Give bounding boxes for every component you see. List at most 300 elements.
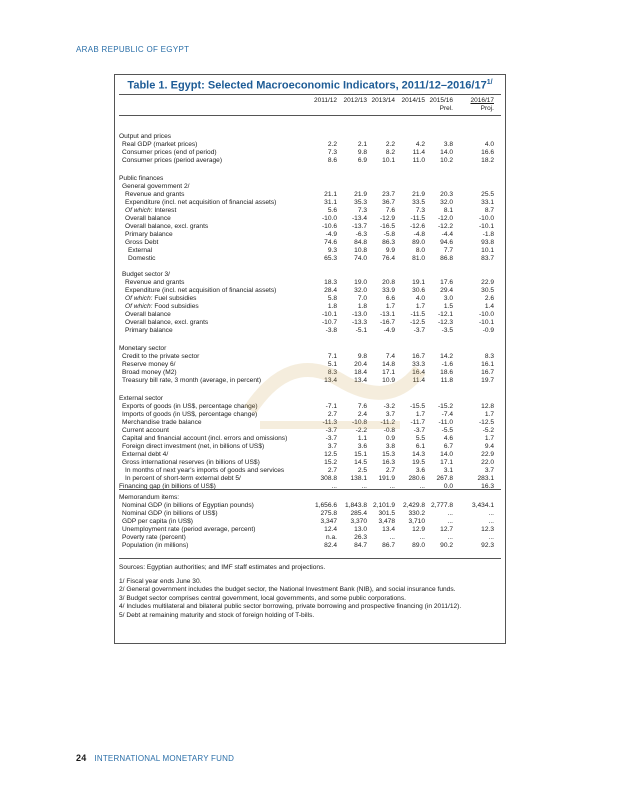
cell-value: ... — [331, 483, 337, 490]
cell-value: 3.8 — [443, 141, 453, 148]
table-row — [115, 475, 505, 483]
row-label-text: Current account — [122, 427, 169, 434]
row-label-text: Budget sector 3/ — [122, 271, 171, 278]
table-row — [115, 287, 505, 295]
cell-value: -7.1 — [325, 403, 337, 410]
cell-value: 16.1 — [481, 361, 494, 368]
cell-value: 21.1 — [324, 191, 337, 198]
cell-value: 3,710 — [408, 518, 425, 525]
cell-value: ... — [447, 518, 453, 525]
source-note: Sources: Egyptian authorities; and IMF staff estimates and projections. — [119, 564, 326, 571]
row-label-text: Revenue and grants — [125, 191, 185, 198]
cell-value: -10.1 — [321, 311, 337, 318]
cell-value: 6.1 — [415, 443, 425, 450]
cell-value: 17.6 — [440, 279, 453, 286]
cell-value: 89.0 — [412, 542, 425, 549]
cell-value: ... — [419, 534, 425, 541]
row-label-text: Overall balance — [125, 215, 171, 222]
cell-value: 28.4 — [324, 287, 337, 294]
table-title-text: Table 1. Egypt: Selected Macroeconomic Indicators, 2011/12–2016/17 — [127, 79, 487, 92]
cell-value: 7.3 — [357, 207, 367, 214]
cell-value: -10.7 — [321, 319, 337, 326]
row-label — [125, 199, 276, 207]
row-label — [122, 534, 186, 542]
cell-value: 11.4 — [412, 149, 425, 156]
column-subheader: Proj. — [480, 105, 494, 112]
cell-value: -5.1 — [355, 327, 367, 334]
cell-value: 84.7 — [354, 542, 367, 549]
row-label — [122, 419, 202, 427]
table-row — [115, 327, 505, 335]
row-label — [122, 149, 217, 157]
cell-value: 8.3 — [484, 353, 494, 360]
row-label-text: Nominal GDP (in billions of US$) — [122, 510, 218, 517]
cell-value: 283.1 — [477, 475, 494, 482]
cell-value: -3.7 — [413, 427, 425, 434]
cell-value: 22.0 — [481, 459, 494, 466]
row-label-qualifier: Of which: — [125, 295, 153, 302]
row-label-text: Real GDP (market prices) — [122, 141, 198, 148]
row-label — [125, 191, 184, 199]
cell-value: -12.6 — [409, 223, 425, 230]
cell-value: 4.6 — [443, 435, 453, 442]
row-label-text: External debt 4/ — [122, 451, 169, 458]
cell-value: -5.2 — [482, 427, 494, 434]
cell-value: -1.6 — [441, 361, 453, 368]
table-row — [115, 502, 505, 510]
cell-value: 18.3 — [324, 279, 337, 286]
cell-value: 29.4 — [440, 287, 453, 294]
row-label-text: Treasury bill rate, 3 month (average, in percent) — [122, 377, 262, 384]
cell-value: 6.6 — [385, 295, 395, 302]
cell-value: -4.9 — [325, 231, 337, 238]
row-label-text: Expenditure (incl. net acquisition of financial assets) — [125, 199, 277, 206]
title-rule — [119, 94, 501, 95]
cell-value: 20.4 — [354, 361, 367, 368]
row-label — [125, 311, 171, 319]
column-header: 2013/14 — [371, 97, 395, 104]
table-row — [115, 459, 505, 467]
cell-value: 12.4 — [324, 526, 337, 533]
row-label — [122, 526, 255, 534]
row-label-text: Interest — [152, 207, 177, 214]
row-label-text: Primary balance — [125, 327, 173, 334]
cell-value: 30.6 — [412, 287, 425, 294]
row-label — [125, 467, 284, 475]
row-label-text: Exports of goods (in US$, percentage change) — [122, 403, 258, 410]
row-label-text: Capital and financial account (incl. errors and omissions) — [122, 435, 288, 442]
cell-value: 12.7 — [440, 526, 453, 533]
cell-value: 4.2 — [415, 141, 425, 148]
cell-value: 1.7 — [484, 435, 494, 442]
cell-value: 14.3 — [412, 451, 425, 458]
row-label-text: Expenditure (incl. net acquisition of financial assets) — [125, 287, 277, 294]
row-label — [122, 353, 199, 361]
cell-value: 3.1 — [443, 467, 453, 474]
row-label — [122, 141, 197, 149]
macro-indicators-table — [114, 74, 506, 644]
row-label — [122, 502, 254, 510]
column-subheader: Prel. — [439, 105, 453, 112]
table-row — [115, 207, 505, 215]
column-header: 2012/13 — [343, 97, 367, 104]
footnote: 4/ Includes multilateral and bilateral public sector borrowing, private borrowing and prospective financing (in 2011/12). — [119, 603, 462, 611]
row-label — [128, 247, 152, 255]
cell-value: 3.7 — [385, 411, 395, 418]
row-label-text: Domestic — [128, 255, 156, 262]
cell-value: 2.7 — [385, 467, 395, 474]
section-heading — [115, 345, 505, 353]
cell-value: 9.8 — [357, 149, 367, 156]
cell-value: 35.3 — [354, 199, 367, 206]
cell-value: 33.3 — [412, 361, 425, 368]
section-heading-label: Output and prices — [119, 133, 172, 140]
cell-value: 17.1 — [382, 369, 395, 376]
cell-value: 11.4 — [412, 377, 425, 384]
footnote: 1/ Fiscal year ends June 30. — [119, 578, 202, 585]
cell-value: 93.8 — [481, 239, 494, 246]
row-label — [125, 207, 176, 215]
row-label-text: Merchandise trade balance — [122, 419, 202, 426]
cell-value: -3.2 — [383, 403, 395, 410]
cell-value: 1.7 — [415, 303, 425, 310]
cell-value: -10.0 — [478, 215, 494, 222]
row-label — [122, 411, 257, 419]
row-label — [125, 223, 208, 231]
cell-value: 19.7 — [481, 377, 494, 384]
cell-value: -12.0 — [437, 215, 453, 222]
row-label-text: Gross international reserves (in billions of US$) — [122, 459, 260, 466]
row-label-text: Fuel subsidies — [152, 295, 197, 302]
row-label — [122, 427, 169, 435]
section-heading-label: Monetary sector — [119, 345, 167, 352]
cell-value: 1.4 — [484, 303, 494, 310]
row-label-qualifier: Of which: — [125, 207, 153, 214]
section-heading — [115, 395, 505, 403]
row-label-text: In months of next year's imports of goods and services — [125, 467, 285, 474]
row-label-text: General government 2/ — [122, 183, 190, 190]
cell-value: 13.4 — [324, 377, 337, 384]
cell-value: ... — [488, 518, 494, 525]
table-row — [115, 411, 505, 419]
cell-value: 3.7 — [327, 443, 337, 450]
row-label — [122, 510, 218, 518]
cell-value: 20.8 — [382, 279, 395, 286]
section-heading-label: External sector — [119, 395, 163, 402]
cell-value: 2.6 — [484, 295, 494, 302]
cell-value: 12.8 — [481, 403, 494, 410]
cell-value: 3,478 — [378, 518, 395, 525]
row-label-text: Nominal GDP (in billions of Egyptian pounds) — [122, 502, 254, 509]
table-row — [115, 518, 505, 526]
cell-value: -11.7 — [410, 419, 425, 426]
table-title-note: 1/ — [486, 79, 493, 86]
cell-value: n.a. — [326, 534, 337, 541]
cell-value: -10.0 — [478, 311, 494, 318]
cell-value: 15.2 — [324, 459, 337, 466]
cell-value: 9.8 — [357, 353, 367, 360]
cell-value: ... — [447, 510, 453, 517]
row-label-text: Imports of goods (in US$, percentage change) — [122, 411, 258, 418]
row-label — [128, 255, 155, 263]
cell-value: 285.4 — [350, 510, 367, 517]
column-header: 2015/16 — [429, 97, 453, 104]
table-row — [115, 542, 505, 550]
cell-value: 1,656.6 — [315, 502, 337, 509]
cell-value: ... — [488, 510, 494, 517]
cell-value: 14.8 — [382, 361, 395, 368]
table-row — [115, 279, 505, 287]
column-header: 2016/17 — [470, 97, 494, 104]
cell-value: -3.7 — [413, 327, 425, 334]
table-row — [115, 353, 505, 361]
cell-value: 10.8 — [354, 247, 367, 254]
cell-value: 76.4 — [382, 255, 395, 262]
row-label-text: Gross Debt — [125, 239, 159, 246]
cell-value: 0.0 — [443, 483, 453, 490]
cell-value: 16.4 — [412, 369, 425, 376]
cell-value: -0.8 — [383, 427, 395, 434]
cell-value: -10.8 — [351, 419, 367, 426]
cell-value: 7.1 — [327, 353, 337, 360]
cell-value: 10.1 — [382, 157, 395, 164]
footnote: 5/ Debt at remaining maturity and stock of foreign holding of T-bills. — [119, 611, 315, 619]
row-label — [125, 295, 196, 303]
cell-value: 0.9 — [385, 435, 395, 442]
row-label — [122, 369, 177, 377]
row-label-text: GDP per capita (in US$) — [122, 518, 193, 525]
header-rule — [119, 115, 501, 116]
table-row — [115, 467, 505, 475]
row-label-text: Broad money (M2) — [122, 369, 177, 376]
cell-value: -1.8 — [482, 231, 494, 238]
row-label — [122, 459, 260, 467]
cell-value: -12.1 — [437, 311, 453, 318]
cell-value: 1.7 — [385, 303, 395, 310]
cell-value: 13.4 — [354, 377, 367, 384]
row-label — [122, 435, 287, 443]
cell-value: -13.1 — [379, 311, 395, 318]
row-label — [122, 443, 264, 451]
table-row — [115, 319, 505, 327]
cell-value: 3.8 — [385, 443, 395, 450]
table-row — [115, 369, 505, 377]
table-row — [115, 157, 505, 165]
cell-value: -12.2 — [437, 223, 453, 230]
row-label-text: Population (in millions) — [122, 542, 189, 549]
cell-value: -3.8 — [325, 327, 337, 334]
column-header: 2011/12 — [313, 97, 337, 104]
row-label — [125, 303, 199, 311]
cell-value: 9.9 — [385, 247, 395, 254]
cell-value: 30.5 — [481, 287, 494, 294]
cell-value: 36.7 — [382, 199, 395, 206]
cell-value: 1.8 — [357, 303, 367, 310]
cell-value: 86.7 — [382, 542, 395, 549]
cell-value: -2.2 — [355, 427, 367, 434]
row-label — [125, 231, 173, 239]
cell-value: 94.6 — [440, 239, 453, 246]
cell-value: -0.9 — [482, 327, 494, 334]
table-row — [115, 510, 505, 518]
cell-value: 81.0 — [412, 255, 425, 262]
cell-value: 16.3 — [382, 459, 395, 466]
row-label-text: Consumer prices (end of period) — [122, 149, 217, 156]
table-row — [115, 263, 505, 271]
cell-value: 82.4 — [324, 542, 337, 549]
cell-value: -10.6 — [321, 223, 337, 230]
cell-value: 26.3 — [354, 534, 367, 541]
cell-value: 84.8 — [354, 239, 367, 246]
cell-value: 1.5 — [443, 303, 453, 310]
cell-value: 301.5 — [378, 510, 395, 517]
cell-value: -11.5 — [410, 311, 425, 318]
column-header: 2014/15 — [401, 97, 425, 104]
table-row — [115, 149, 505, 157]
cell-value: 25.5 — [481, 191, 494, 198]
cell-value: 89.0 — [412, 239, 425, 246]
table-row — [115, 311, 505, 319]
cell-value: 19.1 — [412, 279, 425, 286]
cell-value: 330.2 — [408, 510, 425, 517]
cell-value: 3.7 — [484, 467, 494, 474]
cell-value: 14.5 — [354, 459, 367, 466]
cell-value: 308.8 — [320, 475, 337, 482]
row-label — [122, 157, 222, 165]
table-row — [115, 183, 505, 191]
section-heading-label: Memorandum items: — [119, 494, 180, 501]
cell-value: 19.5 — [412, 459, 425, 466]
table-row — [115, 303, 505, 311]
row-label-text: Consumer prices (period average) — [122, 157, 223, 164]
cell-value: 15.3 — [382, 451, 395, 458]
table-row — [115, 534, 505, 542]
cell-value: -11.5 — [410, 215, 425, 222]
cell-value: 5.5 — [415, 435, 425, 442]
cell-value: 11.0 — [412, 157, 425, 164]
cell-value: -16.5 — [379, 223, 395, 230]
cell-value: -12.5 — [478, 419, 494, 426]
cell-value: 86.8 — [440, 255, 453, 262]
cell-value: 86.3 — [382, 239, 395, 246]
cell-value: -5.5 — [441, 427, 453, 434]
cell-value: 2.7 — [327, 411, 337, 418]
page-number: 24 — [76, 753, 87, 763]
column-headers — [115, 97, 505, 105]
row-label — [122, 271, 170, 279]
cell-value: 18.4 — [354, 369, 367, 376]
cell-value: 3,370 — [350, 518, 367, 525]
footnote: 3/ Budget sector comprises central government, local governments, and some public corporations. — [119, 594, 406, 602]
table-row — [115, 427, 505, 435]
running-head: ARAB REPUBLIC OF EGYPT — [76, 45, 190, 54]
cell-value: -4.9 — [383, 327, 395, 334]
cell-value: ... — [361, 483, 367, 490]
cell-value: 4.0 — [415, 295, 425, 302]
cell-value: -15.5 — [409, 403, 425, 410]
cell-value: -6.3 — [355, 231, 367, 238]
cell-value: 92.3 — [481, 542, 494, 549]
row-label — [122, 403, 258, 411]
cell-value: 22.9 — [481, 451, 494, 458]
cell-value: -3.7 — [325, 435, 337, 442]
cell-value: -16.7 — [379, 319, 395, 326]
table-row — [115, 231, 505, 239]
cell-value: 191.9 — [378, 475, 395, 482]
cell-value: 8.0 — [415, 247, 425, 254]
cell-value: -15.2 — [437, 403, 453, 410]
table-row — [115, 443, 505, 451]
row-label-text: External — [128, 247, 153, 254]
row-label — [125, 215, 171, 223]
cell-value: -13.4 — [351, 215, 367, 222]
cell-value: ... — [488, 534, 494, 541]
cell-value: -13.0 — [351, 311, 367, 318]
cell-value: 18.6 — [440, 369, 453, 376]
row-label-text: Unemployment rate (period average, percent) — [122, 526, 256, 533]
cell-value: 90.2 — [440, 542, 453, 549]
table-row — [115, 199, 505, 207]
cell-value: -3.7 — [325, 427, 337, 434]
row-label-text: Credit to the private sector — [122, 353, 200, 360]
row-label — [125, 319, 208, 327]
section-heading — [115, 133, 505, 141]
cell-value: 2.7 — [327, 467, 337, 474]
cell-value: ... — [419, 483, 425, 490]
cell-value: 7.6 — [385, 207, 395, 214]
cell-value: 3.0 — [443, 295, 453, 302]
row-label-text: Revenue and grants — [125, 279, 185, 286]
cell-value: 6.7 — [443, 443, 453, 450]
cell-value: 33.9 — [382, 287, 395, 294]
cell-value: 10.1 — [481, 247, 494, 254]
table-row — [115, 239, 505, 247]
cell-value: 12.3 — [481, 526, 494, 533]
cell-value: 7.3 — [415, 207, 425, 214]
cell-value: 8.1 — [443, 207, 453, 214]
row-label — [122, 377, 261, 385]
cell-value: 65.3 — [324, 255, 337, 262]
row-label — [125, 475, 241, 483]
row-label-text: Financing gap (in billions of US$) — [119, 483, 216, 490]
cell-value: 138.1 — [350, 475, 367, 482]
cell-value: 7.7 — [443, 247, 453, 254]
table-row — [115, 141, 505, 149]
cell-value: -13.7 — [351, 223, 367, 230]
cell-value: 14.0 — [440, 451, 453, 458]
row-label-qualifier: Of which: — [125, 303, 153, 310]
cell-value: 4.0 — [484, 141, 494, 148]
table-row — [115, 247, 505, 255]
cell-value: 1.1 — [357, 435, 367, 442]
cell-value: 16.7 — [412, 353, 425, 360]
footnote: 2/ General government includes the budget sector, the National Investment Bank (NIB), and social insurance funds. — [119, 586, 456, 594]
cell-value: 2,101.9 — [373, 502, 395, 509]
row-label — [122, 518, 193, 526]
row-label — [125, 279, 184, 287]
row-label — [125, 327, 173, 335]
cell-value: 12.9 — [412, 526, 425, 533]
cell-value: 74.6 — [324, 239, 337, 246]
cell-value: 1.8 — [327, 303, 337, 310]
cell-value: 1.7 — [415, 411, 425, 418]
cell-value: 16.7 — [481, 369, 494, 376]
cell-value: 13.4 — [382, 526, 395, 533]
cell-value: 14.2 — [440, 353, 453, 360]
footer-publisher: INTERNATIONAL MONETARY FUND — [94, 754, 235, 763]
row-label-text: Food subsidies — [152, 303, 199, 310]
cell-value: 11.8 — [440, 377, 453, 384]
